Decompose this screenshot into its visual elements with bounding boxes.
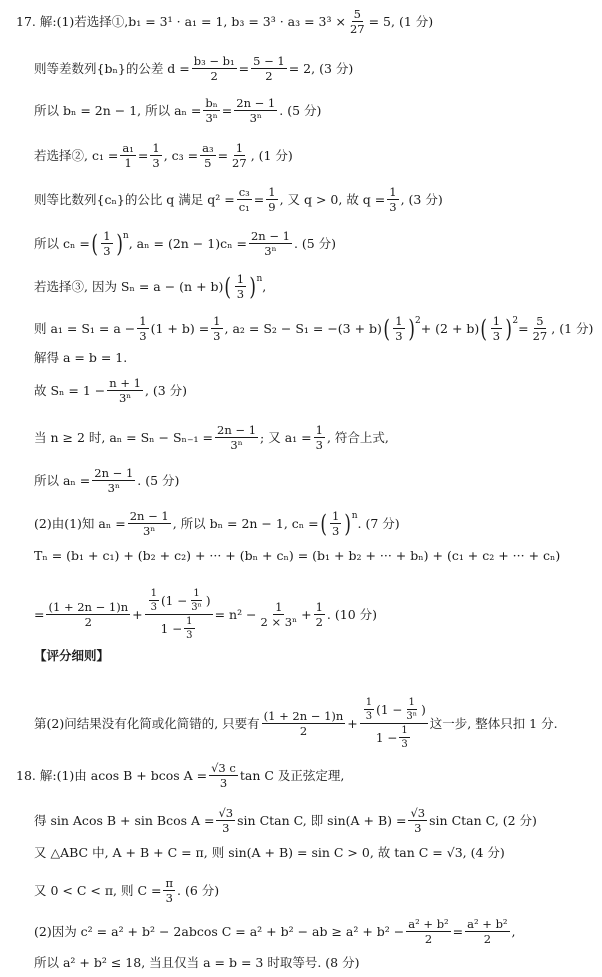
q17-line-6 (34, 230, 336, 257)
fraction (249, 230, 292, 257)
text: = n² − (214, 606, 257, 622)
fraction (364, 697, 374, 722)
numerator: π (165, 876, 174, 890)
fraction (189, 588, 204, 613)
text: + (301, 606, 312, 622)
fraction (235, 273, 246, 300)
compound-denominator (374, 724, 414, 750)
fraction (128, 510, 171, 537)
numerator: 1 (139, 314, 147, 328)
denominator: 3ⁿ (107, 481, 120, 495)
text: 1 − (160, 621, 183, 636)
numerator: 1 (275, 600, 283, 614)
numerator: a₃ (202, 141, 214, 155)
numerator: 5 (353, 7, 361, 21)
numerator: c₃ (238, 185, 250, 199)
text: = 2, (3 分) (288, 60, 354, 76)
text: , (1 分) (250, 147, 293, 163)
text: 第(2)问结果没有化简或化简错的, 只要有 (34, 715, 260, 731)
left-paren: ( (383, 314, 390, 343)
denominator: 2 (210, 69, 218, 83)
text: = (452, 923, 464, 939)
exponent: n (351, 510, 358, 521)
text: 得 sin Acos B + sin Bcos A = (34, 812, 215, 828)
text: = (253, 191, 265, 207)
text: sin Ctan C, (2 分) (429, 812, 537, 828)
text: , (3 分) (144, 382, 188, 398)
fraction (348, 8, 367, 35)
denominator: 3ⁿ (406, 711, 418, 722)
text: 1 − (380, 702, 403, 717)
denominator: 3 (492, 329, 501, 343)
text: 所以 cₙ = (34, 235, 90, 251)
text: . (5 分) (279, 102, 322, 118)
fraction (209, 762, 238, 789)
fraction (107, 377, 143, 404)
text: = (518, 320, 529, 336)
compound-denominator (159, 615, 199, 641)
denominator: 3 (139, 329, 147, 343)
fraction (211, 315, 222, 342)
text: 则等比数列{cₙ}的公比 q 满足 q² = (34, 191, 235, 207)
q18-line-5 (34, 918, 516, 945)
denominator: 3ⁿ (230, 438, 243, 452)
fraction (404, 697, 419, 722)
numerator: 1 (150, 588, 157, 599)
text: = (217, 147, 229, 163)
text: ; 又 a₁ = (260, 429, 312, 445)
text: 17. 解:(1)若选择①,b (16, 13, 137, 29)
text: , (511, 923, 516, 939)
left-paren: ( (320, 509, 327, 538)
denominator: 3ⁿ (191, 602, 202, 613)
text: + (2 + b) (420, 320, 480, 336)
text: 1 − (165, 593, 188, 608)
numerator: 1 (492, 314, 501, 328)
text: , 又 q > 0, 故 q = (279, 191, 386, 207)
numerator: 1 (332, 509, 340, 523)
numerator: 5 (536, 314, 544, 328)
numerator: √3 (218, 806, 234, 820)
numerator: 1 (395, 314, 403, 328)
exponent: n (122, 230, 129, 241)
text: 18. 解:(1)由 acos B + bcos A = (16, 767, 208, 783)
denominator: 27 (232, 156, 247, 170)
grading-rules-heading (34, 648, 109, 664)
fraction (215, 424, 258, 451)
fraction (92, 467, 135, 494)
right-paren: ) (249, 272, 257, 301)
numerator: 1 (152, 141, 160, 155)
fraction (230, 142, 249, 169)
fraction (330, 510, 341, 537)
text: 又 △ABC 中, A + B + C = π, 则 sin(A + B) = sin C > 0, 故 tan C = √3, (4 分) (34, 845, 505, 860)
fraction (137, 315, 148, 342)
text: = 5, (1 分) (368, 13, 434, 29)
denominator: 3 (389, 200, 397, 214)
text: , aₙ = (2n − 1)cₙ = (128, 235, 247, 251)
text: 解得 a = b = 1. (34, 350, 128, 365)
text: , (1 分) (551, 320, 594, 336)
text: 1 − (375, 730, 398, 745)
q17-line-8 (34, 315, 593, 342)
fraction (216, 807, 235, 834)
denominator: 3ⁿ (118, 391, 132, 405)
denominator: 3ⁿ (143, 524, 156, 538)
numerator: 2n − 1 (129, 509, 169, 523)
denominator: 27 (532, 329, 548, 343)
fraction (163, 877, 175, 904)
text: Tₙ = (b₁ + c₁) + (b₂ + c₂) + ··· + (bₙ + cₙ) = (b₁ + b₂ + ··· + bₙ) + (c₁ + c₂ + ··· + cₙ) (34, 548, 561, 563)
text: . (7 分) (357, 515, 400, 531)
fraction (149, 588, 159, 613)
numerator: a² + b² (408, 917, 449, 931)
fraction (399, 725, 409, 750)
q17-line-13 (34, 510, 400, 537)
denominator: 2 (483, 932, 492, 946)
numerator: 2n − 1 (250, 229, 290, 243)
left-paren: ( (224, 272, 232, 301)
numerator: 1 (193, 588, 200, 599)
denominator: 2 (315, 615, 323, 629)
text: , (262, 278, 267, 294)
fraction (234, 97, 277, 124)
numerator: 1 (235, 141, 244, 155)
text: 所以 aₙ = (34, 472, 91, 488)
numerator: 1 (315, 423, 323, 437)
fraction (251, 55, 287, 82)
numerator: 1 (389, 185, 397, 199)
q18-line-1 (16, 762, 344, 789)
text: 当 n ≥ 2 时, aₙ = Sₙ − Sₙ₋₁ = (34, 429, 214, 445)
numerator: (1 + 2n − 1)n (48, 600, 129, 614)
compound-numerator (360, 697, 428, 724)
exponent: 2 (415, 315, 421, 326)
denominator: 3 (219, 776, 228, 790)
text: . (10 分) (326, 606, 378, 622)
left-paren: ( (376, 702, 381, 717)
text: = (221, 102, 233, 118)
numerator: 2n − 1 (217, 423, 257, 437)
text: , (3 分) (400, 191, 443, 207)
q18-line-4 (34, 877, 219, 904)
q17-line-9 (34, 350, 127, 366)
q17-line-5 (34, 186, 443, 213)
numerator: 1 (236, 272, 245, 286)
numerator: a₁ (122, 141, 134, 155)
fraction (203, 97, 219, 124)
compound-numerator (145, 588, 213, 615)
denominator: c₁ (238, 200, 250, 214)
denominator: 3 (103, 244, 111, 258)
compound-fraction (360, 697, 428, 750)
text: 故 Sₙ = 1 − (34, 382, 106, 398)
numerator: 1 (103, 229, 111, 243)
q17-line-7 (34, 273, 266, 300)
q17-line-15 (34, 588, 377, 641)
numerator: 5 − 1 (253, 54, 285, 68)
denominator: 2 (424, 932, 433, 946)
right-paren: ) (344, 509, 352, 538)
fraction (200, 142, 215, 169)
text: = (238, 60, 250, 76)
fraction (406, 918, 450, 945)
fraction (314, 424, 325, 451)
text: tan C 及正弦定理, (239, 767, 345, 783)
text: sin Ctan C, 即 sin(A + B) = (237, 812, 407, 828)
denominator: 3 (165, 891, 173, 905)
numerator: 1 (401, 725, 408, 736)
numerator: (1 + 2n − 1)n (263, 709, 344, 723)
numerator: b₃ − b₁ (193, 54, 235, 68)
fraction (101, 230, 112, 257)
compound-fraction (145, 588, 213, 641)
fraction (237, 186, 252, 213)
text: + (347, 715, 358, 731)
q17-line-2 (34, 55, 353, 82)
text: (1 + b) = (150, 320, 210, 336)
numerator: a² + b² (467, 917, 508, 931)
q17-line-11 (34, 424, 389, 451)
q18-line-6 (34, 955, 359, 971)
numerator: √3 (410, 806, 426, 820)
text: 又 0 < C < π, 则 C = (34, 882, 162, 898)
text: . (5 分) (137, 472, 180, 488)
fraction (46, 601, 130, 628)
text: 所以 bₙ = 2n − 1, 所以 aₙ = (34, 102, 202, 118)
text: 所以 a² + b² ≤ 18, 当且仅当 a = b = 3 时取等号. (8 分) (34, 955, 360, 970)
q17-line-1 (16, 8, 433, 35)
denominator: 27 (349, 22, 365, 36)
denominator: 2 (84, 615, 92, 629)
left-paren: ( (91, 229, 98, 258)
denominator: 3 (414, 821, 422, 835)
exponent: 2 (512, 315, 519, 326)
numerator: bₙ (205, 96, 218, 110)
numerator: 1 (365, 697, 373, 708)
left-paren: ( (160, 593, 166, 608)
denominator: 9 (268, 200, 276, 214)
right-paren: ) (505, 314, 512, 343)
denominator: 3 (395, 329, 403, 343)
numerator: 2n − 1 (94, 466, 134, 480)
fraction (150, 142, 161, 169)
denominator: 1 (124, 156, 132, 170)
denominator: 3 (213, 329, 221, 343)
text: , 所以 bₙ = 2n − 1, cₙ = (172, 515, 319, 531)
section-title: 【评分细则】 (34, 648, 110, 663)
fraction (491, 315, 502, 342)
fraction (266, 186, 277, 213)
q17-line-3 (34, 97, 321, 124)
numerator: 2n − 1 (236, 96, 276, 110)
fraction (314, 601, 325, 628)
numerator: 1 (268, 185, 276, 199)
denominator: 2 × 3ⁿ (260, 615, 298, 629)
right-paren: ) (421, 702, 426, 717)
text: , a₂ = S₂ − S₁ = −(3 + b) (224, 320, 382, 336)
denominator: 3 (332, 524, 340, 538)
denominator: 3ⁿ (205, 111, 218, 125)
fraction (465, 918, 509, 945)
fraction (408, 807, 427, 834)
q17-line-14 (34, 548, 560, 564)
exponent: n (256, 273, 263, 284)
left-paren: ( (480, 314, 488, 343)
denominator: 3 (315, 438, 323, 452)
fraction (192, 55, 237, 82)
denominator: 3 (365, 711, 373, 722)
denominator: 3 (236, 287, 245, 301)
right-paren: ) (115, 229, 123, 258)
denominator: 3ⁿ (249, 111, 262, 125)
text: = (34, 606, 45, 622)
text: 则 a₁ = S₁ = a − (34, 320, 136, 336)
text: (2)由(1)知 aₙ = (34, 515, 126, 531)
fraction (387, 186, 398, 213)
numerator: 1 (186, 616, 193, 627)
fraction (531, 315, 550, 342)
q18-line-2 (34, 807, 537, 834)
q18-line-3 (34, 845, 505, 861)
text: , 符合上式, (326, 429, 389, 445)
text: 这一步, 整体只扣 1 分. (429, 715, 558, 731)
denominator: 3 (186, 630, 193, 641)
fraction (259, 601, 300, 628)
denominator: 3ⁿ (264, 244, 277, 258)
q17-line-4 (34, 142, 293, 169)
right-paren: ) (408, 314, 415, 343)
numerator: 1 (213, 314, 221, 328)
text: (2)因为 c² = a² + b² − 2abcos C = a² + b² − ab ≥ a² + b² − (34, 923, 405, 939)
denominator: 2 (299, 724, 308, 738)
numerator: 1 (408, 697, 415, 708)
text: + (132, 606, 143, 622)
numerator: √3 c (211, 761, 236, 775)
text: , c₃ = (163, 147, 199, 163)
numerator: 1 (315, 600, 323, 614)
text: 若选择②, c₁ = (34, 147, 119, 163)
text: . (6 分) (177, 882, 220, 898)
grading-rule-line (34, 697, 558, 750)
denominator: 3 (401, 739, 408, 750)
text: = (137, 147, 149, 163)
q17-line-12 (34, 467, 179, 494)
denominator: 2 (265, 69, 273, 83)
numerator: n + 1 (109, 376, 141, 390)
q17-line-10 (34, 377, 187, 404)
text: 则等差数列{bₙ}的公差 d = (34, 60, 190, 76)
denominator: 3 (150, 602, 157, 613)
text: . (5 分) (293, 235, 337, 251)
fraction (262, 710, 346, 737)
fraction (393, 315, 404, 342)
text: ₁ = 3¹ · a₁ = 1, b₃ = 3³ · a₃ = 3³ × (136, 13, 346, 29)
text: 若选择③, 因为 Sₙ = a − (n + b) (34, 278, 224, 294)
denominator: 3 (222, 821, 230, 835)
denominator: 3 (152, 156, 160, 170)
right-paren: ) (205, 593, 211, 608)
fraction (120, 142, 135, 169)
fraction (184, 616, 194, 641)
denominator: 5 (204, 156, 212, 170)
